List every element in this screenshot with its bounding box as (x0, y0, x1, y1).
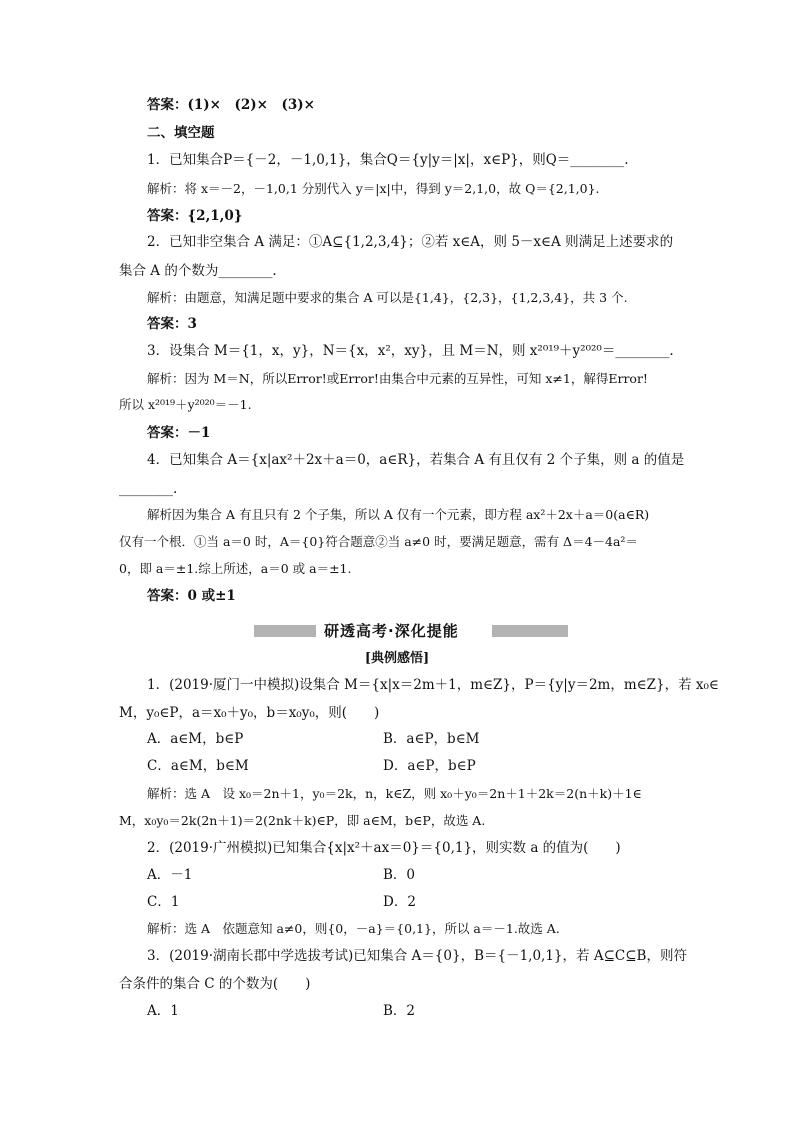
question-4-text: 4．已知集合 A＝{x|ax²＋2x＋a＝0，a∈R}，若集合 A 有且仅有 2 个子集，则 a 的值是 (147, 452, 685, 468)
question-2-text: 2．已知非空集合 A 满足：①A⊆{1,2,3,4}；②若 x∈A，则 5－x∈A 则满足上述要求的 (147, 234, 674, 250)
banner-bar-left (254, 625, 316, 637)
solution-line: 解析：由题意，知满足题中要求的集合 A 可以是{1,4}，{2,3}，{1,2,3,4}，共 3 个. (147, 290, 628, 305)
option-a: A．－1 (147, 867, 193, 883)
option-d: D．2 (383, 894, 416, 910)
banner-title: 研透高考·深化提能 (324, 622, 459, 640)
solution-line: 解析：因为 M＝N，所以Error!或Error!由集合中元素的互异性，可知 x≠1，解得Error! (147, 371, 648, 386)
option-a: A．a∈M，b∈P (147, 731, 244, 747)
solution-line: 解析：选 A 设 x₀＝2n＋1，y₀＝2k，n，k∈Z，则 x₀＋y₀＝2n＋1＋2k＝2(n＋k)＋1∈ (147, 786, 642, 801)
question-4-blank: ________. (119, 481, 178, 497)
answer-line: 答案：－1 (147, 425, 211, 441)
solution-line-cont: 0，即 a＝±1.综上所述，a＝0 或 a＝±1. (119, 561, 352, 576)
option-d: D．a∈P，b∈P (383, 758, 476, 774)
answer-line: 答案：(1)× (2)× (3)× (147, 97, 315, 113)
option-a: A．1 (147, 1003, 179, 1019)
question-1-text: 1．已知集合P＝{－2，－1,0,1}，集合Q＝{y|y＝|x|，x∈P}，则Q＝________. (147, 152, 629, 168)
option-c: C．a∈M，b∈M (147, 758, 249, 774)
section-heading: 二、填空题 (147, 125, 215, 141)
option-b: B．2 (383, 1003, 416, 1019)
solution-line: 解析因为集合 A 有且只有 2 个子集，所以 A 仅有一个元素，即方程 ax²＋2x＋a＝0(a∈R) (147, 507, 650, 522)
answer-line: 答案：3 (147, 316, 197, 332)
answer-line: 答案：{2,1,0} (147, 208, 243, 224)
solution-line: 解析：选 A 依题意知 a≠0，则{0，－a}＝{0,1}，所以 a＝－1.故选 A. (147, 921, 560, 936)
section-banner (254, 621, 568, 641)
solution-line: 解析：将 x＝－2，－1,0,1 分别代入 y＝|x|中，得到 y＝2,1,0，故 Q＝{2,1,0}. (147, 181, 600, 196)
solution-line-cont: 所以 x²⁰¹⁹＋y²⁰²⁰＝－1. (119, 397, 252, 412)
example-3-text: 3．(2019·湖南长郡中学选拔考试)已知集合 A＝{0}，B＝{－1,0,1}，若 A⊆C⊆B，则符 (147, 948, 687, 964)
solution-line-cont: M，x₀y₀＝2k(2n＋1)＝2(2nk＋k)∈P，即 a∈M，b∈P，故选 A. (119, 813, 486, 828)
example-1-text-cont: M，y₀∈P，a＝x₀＋y₀，b＝x₀y₀，则( ) (119, 705, 380, 721)
option-b: B．0 (383, 867, 416, 883)
option-c: C．1 (147, 894, 180, 910)
banner-bar-right (492, 625, 568, 637)
subsection-heading: [典例感悟] (364, 651, 430, 666)
question-2-text-cont: 集合 A 的个数为________. (119, 263, 277, 279)
example-2-text: 2．(2019·广州模拟)已知集合{x|x²＋ax＝0}＝{0,1}，则实数 a 的值为( ) (147, 840, 621, 856)
option-b: B．a∈P，b∈M (383, 731, 480, 747)
solution-line-cont: 仅有一个根．①当 a＝0 时，A＝{0}符合题意②当 a≠0 时，要满足题意，需有 Δ＝4－4a²＝ (119, 534, 638, 549)
question-3-text: 3．设集合 M＝{1，x，y}，N＝{x，x²，xy}，且 M＝N，则 x²⁰¹⁹＋y²⁰²⁰＝________. (147, 343, 674, 359)
example-3-text-cont: 合条件的集合 C 的个数为( ) (119, 976, 311, 992)
answer-line: 答案：0 或±1 (147, 588, 236, 604)
example-1-text: 1．(2019·厦门一中模拟)设集合 M＝{x|x＝2m＋1，m∈Z}，P＝{y|y＝2m，m∈Z}，若 x₀∈ (147, 677, 719, 693)
